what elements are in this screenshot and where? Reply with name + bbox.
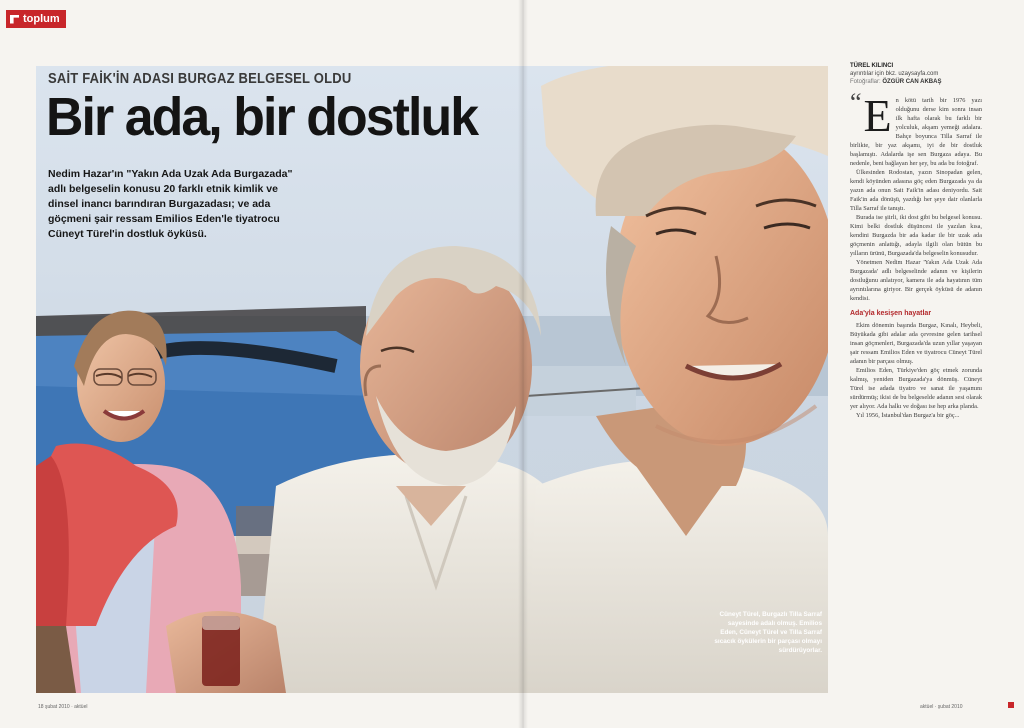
article-headline: Bir ada, bir dostluk: [46, 87, 478, 147]
body-paragraph: Yönetmen Nedim Hazar 'Yakın Ada Uzak Ada Burgazada' adlı belgeselinde adanın ve kişilerin dostluğunu anlatıyor, kamera ile ada hayatının tüm ayrıntılarına giriyor. Bir gerçek öyküsü de adanın kendisi.: [850, 259, 982, 302]
body-paragraph: Emilios Eden, Türkiye'den göç etmek zorunda kalmış, yeniden Burgazada'ya dönmüş. Cüneyt Türel ise adada tiyatro ve sanat ile yaşamını sürdürmüş; ikisi de bu belgeselde adanın sesi olarak yer alıyor. Ada halkı ve doğası ise hep arka planda.: [850, 367, 982, 410]
page-fold: [518, 0, 528, 728]
photo-credit-label: Fotoğraflar:: [850, 79, 881, 85]
folio-left: 18 şubat 2010 · aktüel: [38, 704, 88, 710]
section-label: toplum: [23, 13, 60, 25]
article-column: [850, 62, 982, 420]
byline: [850, 62, 982, 86]
article-kicker: SAİT FAİK'İN ADASI BURGAZ BELGESEL OLDU: [48, 70, 352, 87]
article-body: [850, 88, 982, 420]
article-intro: Nedim Hazar'ın "Yakın Ada Uzak Ada Burgazada" adlı belgeselin konusu 20 farklı etnik kimlik ve dinsel inancı barındıran Burgazadası; ve ada göçmeni şair ressam Emilios Eden'le tiyatrocu Cüneyt Türel'in dostluk öyküsü.: [48, 168, 293, 240]
section-tag: [6, 10, 66, 28]
photo-caption: Cüneyt Türel, Burgazlı Tilla Sarraf sayesinde adalı olmuş. Emilios Eden, Cüneyt Türel ve Tilla Sarraf sıcacık öykülerin bir parçası olmayı sürdürüyorlar.: [714, 611, 822, 654]
photo-illustration: [36, 66, 828, 693]
body-paragraph: Ülkesinden Rodostan, yazın Sinopadan gelen, kendi köyünden adasına göç eden Burgazada ya da yazın ada onun Sait Faik'in adası deniyordu. Sait Faik'in ada dönüşü, yazdığı her şeye dair olanlarla Tilla Sarraf ile tanıştı.: [850, 169, 982, 212]
magazine-logo-icon: [10, 15, 19, 24]
photo-credit: [850, 78, 982, 86]
article-photo: [36, 66, 828, 693]
body-paragraph: Ekim dönemin başında Burgaz, Kınalı, Heybeli, Büyükada gibi adalar ada çevresine gelen tarihsel insan göçmenleri, Burgazada'da uzun yıllar yaşayan şair ressam Emilios Eden ve tiyatrocu Cüneyt Türel adanın bir parçası olmuş.: [850, 322, 982, 365]
body-paragraph: n kötü tarih bir 1976 yazı olduğunu derse kim sonra insan ilk hafta olarak bu farklı bir yolculuk, akşam yemeği adalara. Bahçe boyunca Tilla Sarraf ile birlikte, bir yaz akşamı, iyi de bir dostluk başlamıştı. Adalarda işe sen Burgaza adaya. Bu nedenle, beni bağlayan her şey, bu ada bu fotoğraf.: [850, 97, 982, 167]
folio-right: aktüel · şubat 2010: [920, 704, 963, 710]
body-paragraph: Yıl 1956, İstanbul'dan Burgaz'a bir göç...: [856, 412, 960, 419]
drop-cap: E: [863, 90, 892, 141]
article-subhead: Ada'yla kesişen hayatlar: [850, 310, 932, 317]
byline-author: TÜREL KILINCI: [850, 63, 894, 69]
body-paragraph: Burada ise şiirli, iki dost gibi bu belgesel konusu. Kimi belki dostluk düşüncesi ile yazılan kısa, kendini Burgazda bir ada kadar ile bir uzak ada göçmenin anlattığı, adayla ilgili olan bütün bu yılların ürünü, Burgazada'da belgeselin konusudur.: [850, 214, 982, 257]
photo-credit-name: ÖZGÜR CAN AKBAŞ: [882, 79, 942, 85]
byline-line: ayrıntılar için bkz. uzaysayfa.com: [850, 71, 939, 77]
end-mark-icon: [1008, 702, 1014, 708]
open-quote-icon: “: [850, 88, 862, 117]
